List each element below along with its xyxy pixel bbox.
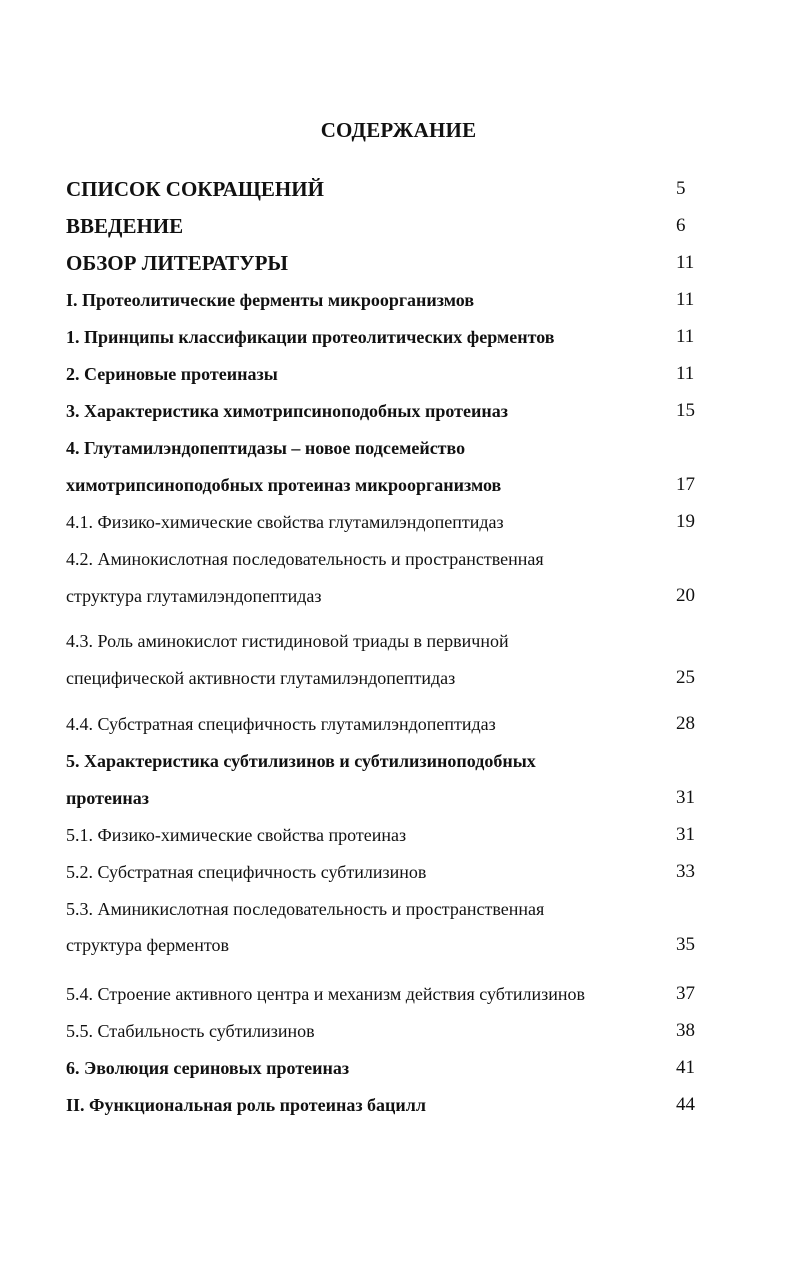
toc-entry-label: специфической активности глутамилэндопептидаз (66, 668, 456, 688)
toc-entry (66, 362, 726, 386)
toc-entry (66, 436, 726, 460)
toc-entry-page: 25 (676, 667, 695, 688)
toc-entry-page: 44 (676, 1094, 695, 1115)
toc-entry (66, 629, 726, 653)
toc-entry-label: СПИСОК СОКРАЩЕНИЙ (66, 177, 324, 201)
toc-entry-label: 5.5. Стабильность субтилизинов (66, 1021, 315, 1041)
toc-entry (66, 288, 726, 312)
toc-entry (66, 1093, 726, 1117)
toc-entry (66, 325, 726, 349)
toc-entry-label: 4.1. Физико-химические свойства глутамилэндопептидаз (66, 512, 504, 532)
toc-entry-label: 4.4. Субстратная специфичность глутамилэндопептидаз (66, 714, 496, 734)
toc-entry (66, 712, 726, 736)
toc-entry (66, 547, 726, 571)
toc-entry (66, 1056, 726, 1080)
toc-entry (66, 933, 726, 957)
toc-entry-page: 17 (676, 474, 695, 495)
toc-entry-label: химотрипсиноподобных протеиназ микроорганизмов (66, 475, 502, 495)
toc-entry (66, 897, 726, 921)
page-title: СОДЕРЖАНИЕ (320, 118, 477, 142)
toc-entry (66, 473, 726, 497)
toc-entry (66, 982, 726, 1006)
toc-entry (66, 510, 726, 534)
toc-entry-label: 5.3. Аминикислотная последовательность и пространственная (66, 899, 545, 919)
toc-entry-page: 11 (676, 326, 695, 347)
toc-entry-page: 41 (676, 1057, 695, 1078)
toc-entry-label: 6. Эволюция сериновых протеиназ (66, 1058, 350, 1078)
toc-entry-page: 35 (676, 934, 695, 955)
toc-entry (66, 786, 726, 810)
toc-entry-page: 19 (676, 511, 695, 532)
toc-entry-label: 5.1. Физико-химические свойства протеиназ (66, 825, 407, 845)
toc-entry-label: структура глутамилэндопептидаз (66, 586, 322, 606)
toc-entry-label: протеиназ (66, 788, 149, 808)
toc-entry (66, 584, 726, 608)
toc-entry-page: 38 (676, 1020, 695, 1041)
toc-entry (66, 399, 726, 423)
toc-entry-label: 5.2. Субстратная специфичность субтилизинов (66, 862, 427, 882)
toc-entry-label: 4.2. Аминокислотная последовательность и пространственная (66, 549, 544, 569)
toc-entry-page: 37 (676, 983, 695, 1004)
toc-entry-label: структура ферментов (66, 935, 229, 955)
toc-entry-label: II. Функциональная роль протеиназ бацилл (66, 1095, 426, 1115)
toc-entry (66, 214, 726, 238)
toc-entry-page: 31 (676, 787, 695, 808)
toc-entry-page: 11 (676, 252, 695, 273)
toc-entry-label: 2. Сериновые протеиназы (66, 364, 278, 384)
toc-entry-label: ОБЗОР ЛИТЕРАТУРЫ (66, 251, 289, 275)
toc-entry-page: 20 (676, 585, 695, 606)
toc-entry (66, 177, 726, 201)
toc-entry-label: ВВЕДЕНИЕ (66, 214, 184, 238)
toc-entry-label: I. Протеолитические ферменты микроорганизмов (66, 290, 475, 310)
toc-entry-label: 4.3. Роль аминокислот гистидиновой триады в первичной (66, 631, 509, 651)
toc-entry-page: 33 (676, 861, 695, 882)
toc-entry (66, 749, 726, 773)
toc-entry-page: 31 (676, 824, 695, 845)
toc-entry-page: 15 (676, 400, 695, 421)
toc-entry-label: 1. Принципы классификации протеолитических ферментов (66, 327, 555, 347)
toc-entry (66, 251, 726, 275)
toc-entry-label: 5.4. Строение активного центра и механизм действия субтилизинов (66, 984, 585, 1004)
toc-entry (66, 860, 726, 884)
toc-entry-label: 5. Характеристика субтилизинов и субтилизиноподобных (66, 751, 536, 771)
toc-entry-label: 4. Глутамилэндопептидазы – новое подсемейство (66, 438, 466, 458)
toc-entry (66, 666, 726, 690)
toc-entry-page: 5 (676, 178, 686, 199)
toc-entry-page: 6 (676, 215, 686, 236)
toc-entry-page: 28 (676, 713, 695, 734)
toc-entry-page: 11 (676, 363, 695, 384)
toc-entry (66, 1019, 726, 1043)
toc-entry-page: 11 (676, 289, 695, 310)
toc-entry-label: 3. Характеристика химотрипсиноподобных протеиназ (66, 401, 508, 421)
toc-entry (66, 823, 726, 847)
